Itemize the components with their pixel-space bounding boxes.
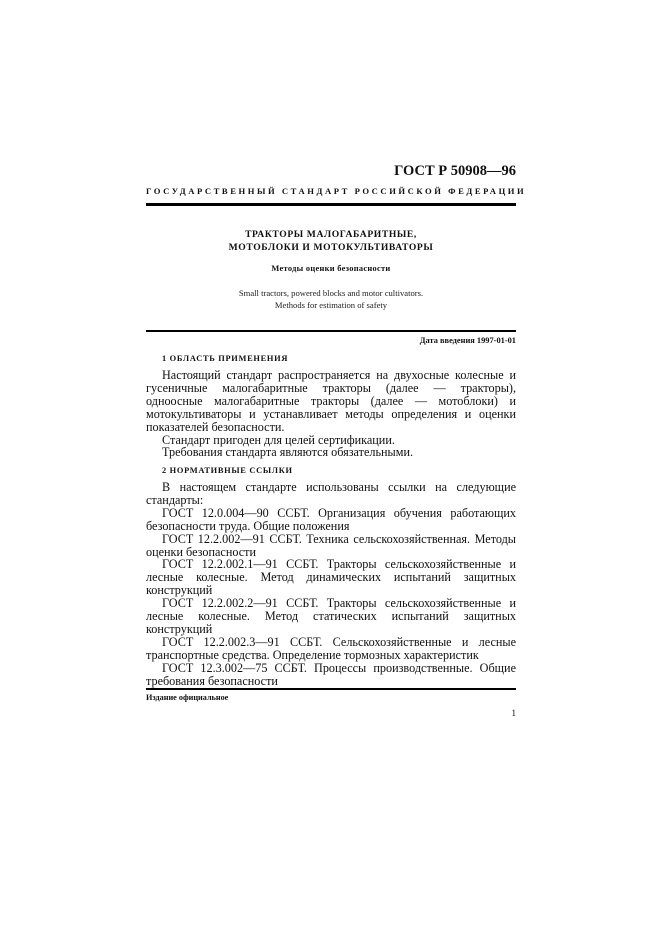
gost-code: ГОСТ Р 50908—96 xyxy=(394,163,516,179)
title-line-2: МОТОБЛОКИ И МОТОКУЛЬТИВАТОРЫ xyxy=(228,241,434,253)
paragraph: Настоящий стандарт распространяется на двухосные колесные и гусеничные малогабаритные тракторы (далее — тракторы), одноосные малогабаритные тракторы (далее — мотоблоки) и мотокультиваторы и устанавливает методы определения и оценки показателей безопасности. xyxy=(146,368,516,434)
section-heading-scope: 1 ОБЛАСТЬ ПРИМЕНЕНИЯ xyxy=(162,354,289,363)
header-rule xyxy=(146,203,516,206)
reference-item: ГОСТ 12.3.002—75 ССБТ. Процессы производственные. Общие требования безопасности xyxy=(146,660,516,688)
page-number: 1 xyxy=(511,708,516,718)
paragraph: Стандарт пригоден для целей сертификации. xyxy=(162,432,395,447)
english-title xyxy=(146,288,516,311)
section-body-scope xyxy=(146,369,516,459)
official-edition-label: Издание официальное xyxy=(146,693,229,702)
footer-rule xyxy=(146,688,516,690)
title-rule xyxy=(146,330,516,332)
title-line-1: ТРАКТОРЫ МАЛОГАБАРИТНЫЕ, xyxy=(245,229,417,240)
state-standard-banner: ГОСУДАРСТВЕННЫЙ СТАНДАРТ РОССИЙСКОЙ ФЕДЕРАЦИИ xyxy=(146,186,527,196)
english-title-line-1: Small tractors, powered blocks and motor cultivators. xyxy=(238,288,424,298)
document-subtitle: Методы оценки безопасности xyxy=(271,264,391,273)
section-body-references xyxy=(146,481,516,688)
english-title-line-2: Methods for estimation of safety xyxy=(274,299,388,310)
reference-item: ГОСТ 12.0.004—90 ССБТ. Организация обучения работающих безопасности труда. Общие положения xyxy=(146,505,516,533)
document-title xyxy=(146,229,516,254)
paragraph: В настоящем стандарте использованы ссылки на следующие стандарты: xyxy=(146,480,516,507)
section-heading-references: 2 НОРМАТИВНЫЕ ССЫЛКИ xyxy=(162,466,293,475)
reference-item: ГОСТ 12.2.002—91 ССБТ. Техника сельскохозяйственная. Методы оценки безопасности xyxy=(146,531,516,559)
effective-date: Дата введения 1997-01-01 xyxy=(419,336,516,345)
reference-item: ГОСТ 12.2.002.1—91 ССБТ. Тракторы сельскохозяйственные и лесные колесные. Метод динамических испытаний защитных конструкций xyxy=(146,557,516,598)
paragraph: Требования стандарта являются обязательными. xyxy=(162,445,414,460)
reference-item: ГОСТ 12.2.002.2—91 ССБТ. Тракторы сельскохозяйственные и лесные колесные. Метод статических испытаний защитных конструкций xyxy=(146,596,516,636)
reference-item: ГОСТ 12.2.002.3—91 ССБТ. Сельскохозяйственные и лесные транспортные средства. Определение тормозных характеристик xyxy=(146,634,516,662)
